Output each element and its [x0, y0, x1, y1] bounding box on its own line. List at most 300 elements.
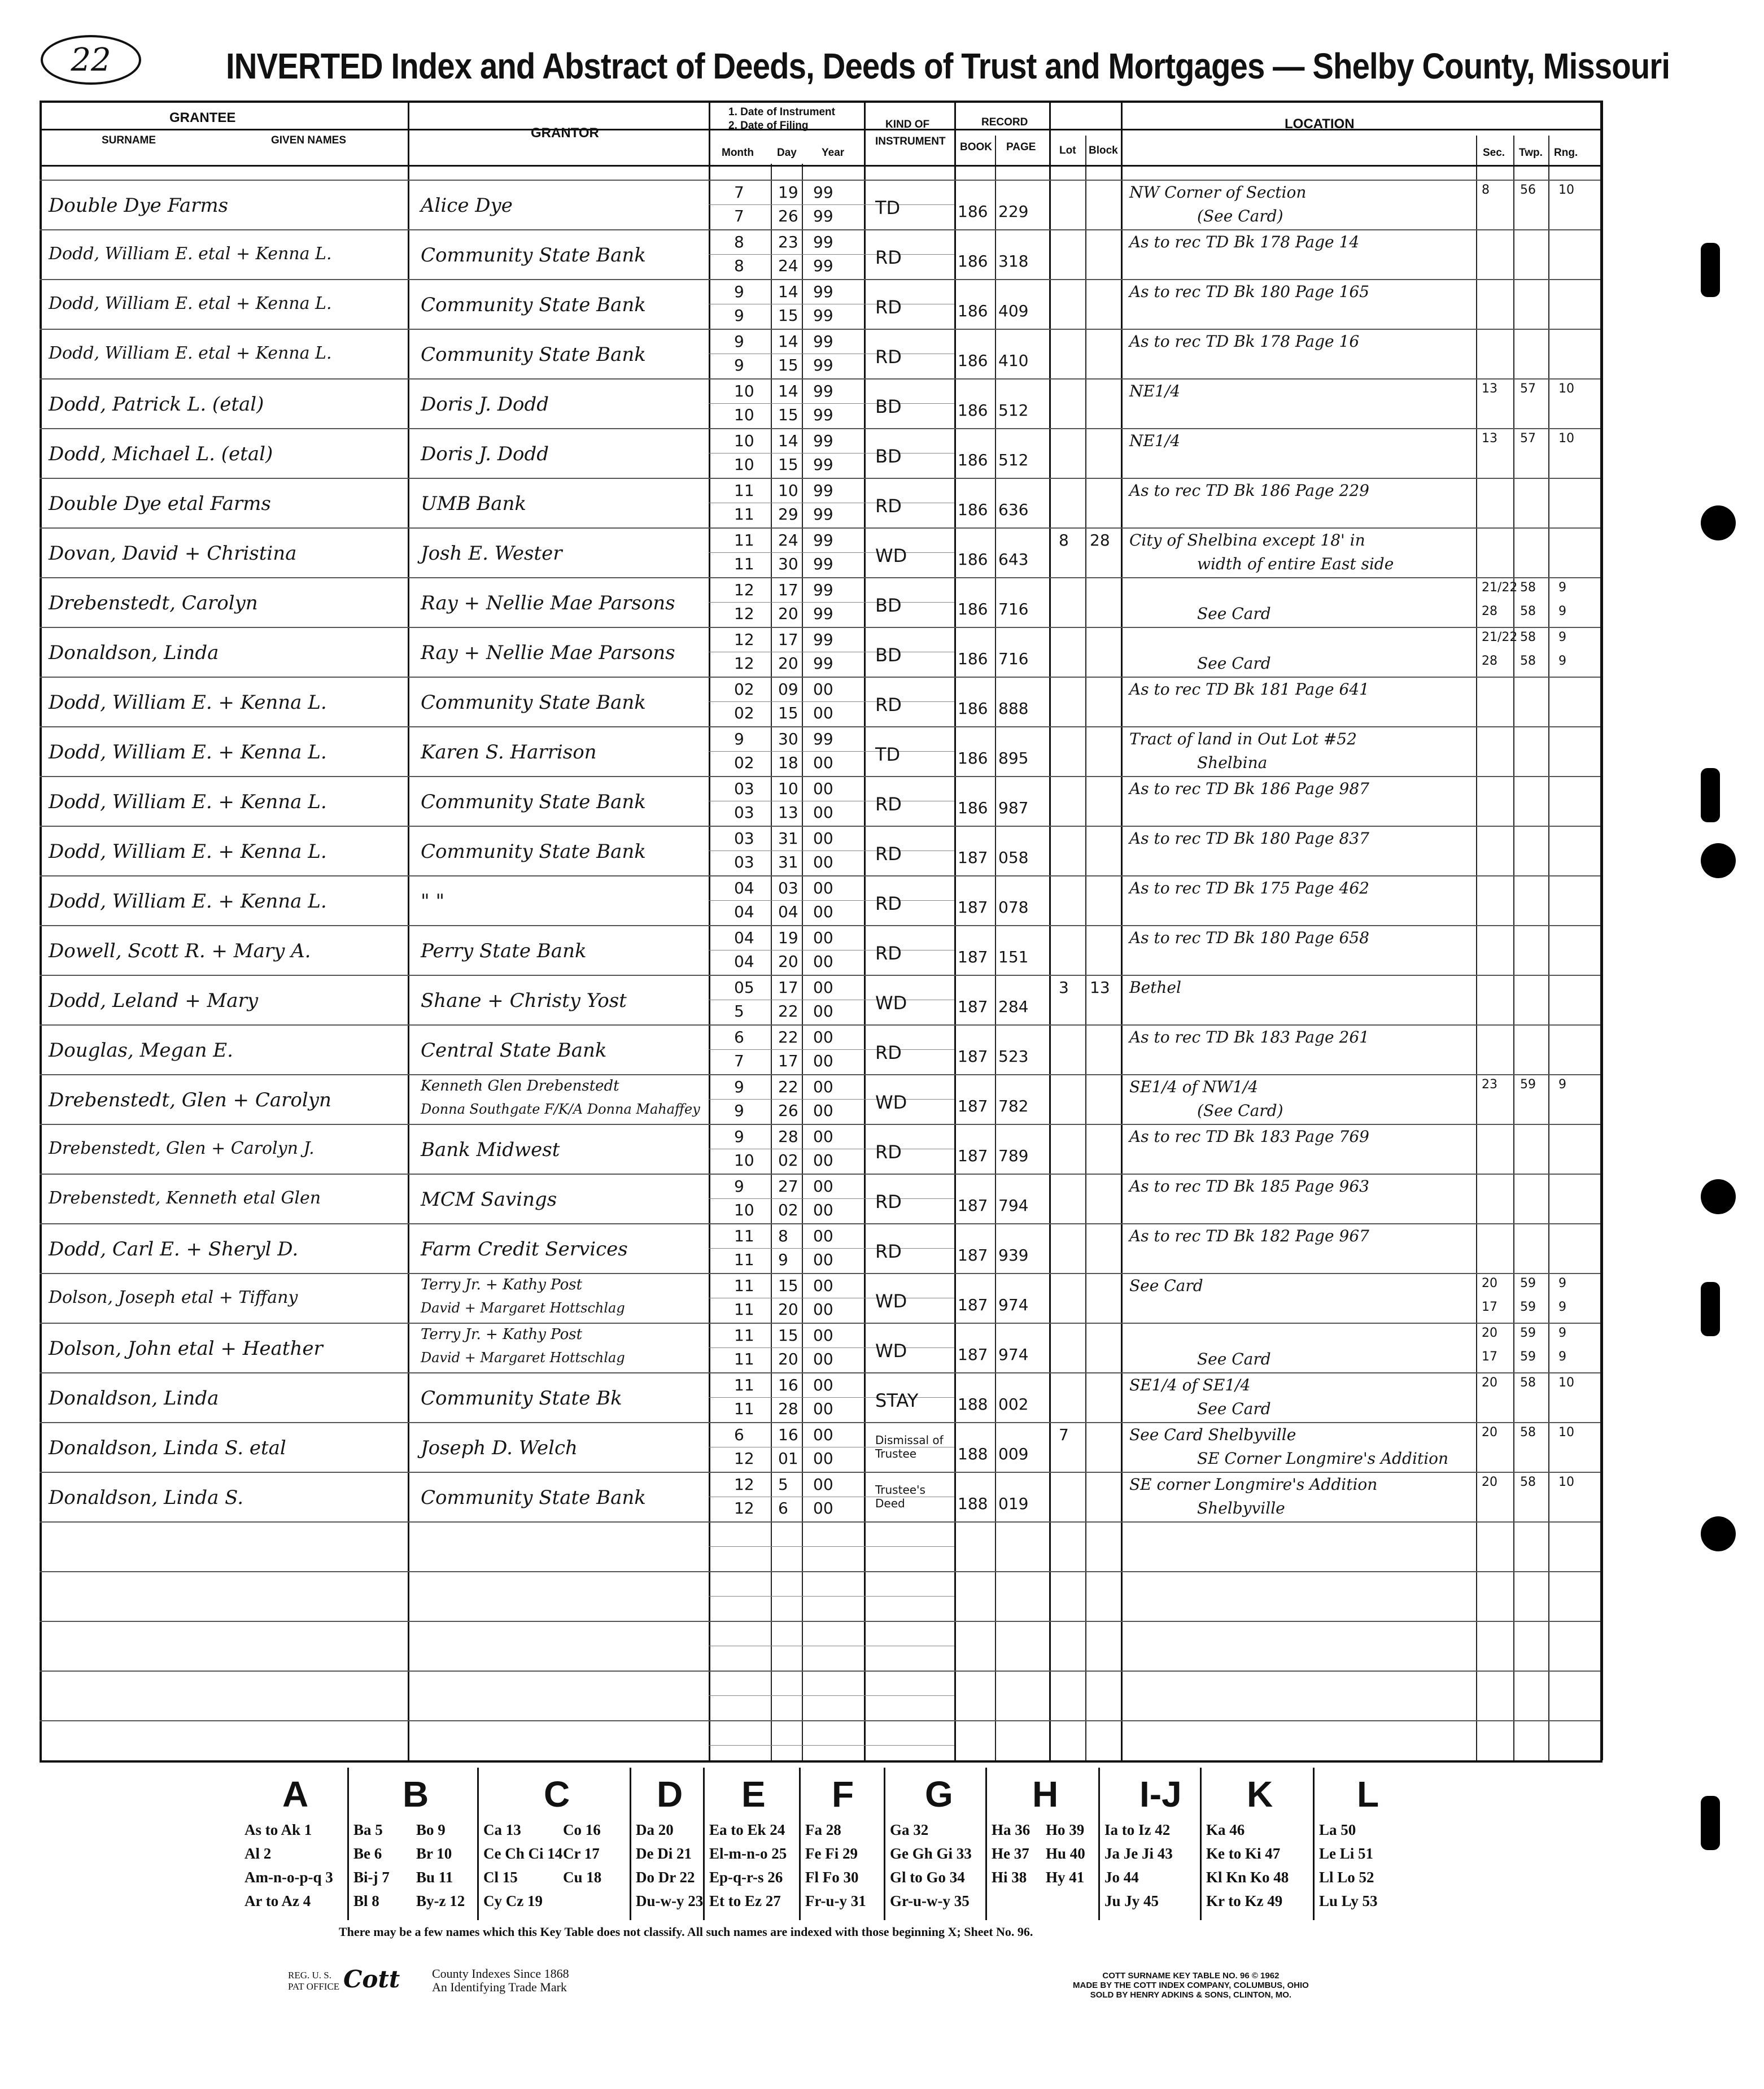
date-mid-rule	[709, 1596, 954, 1597]
punch-hole	[1701, 1516, 1736, 1551]
section: 21/22	[1482, 581, 1518, 595]
township: 58	[1520, 1425, 1536, 1440]
record-book: 187	[958, 997, 988, 1016]
grantor-name: Community State Bk	[421, 1387, 622, 1410]
grantor-name: Community State Bank	[421, 343, 646, 366]
filing-date-part: 99	[813, 455, 833, 474]
range: 9	[1558, 654, 1566, 668]
section: 13	[1482, 382, 1497, 396]
grantor-name-2: David + Margaret Hottschlag	[421, 1300, 625, 1316]
section: 17	[1482, 1300, 1497, 1314]
location-line-1: SE corner Longmire's Addition	[1129, 1475, 1378, 1494]
instrument-date-part: 10	[778, 779, 798, 798]
filing-date-part: 00	[813, 1399, 833, 1418]
filing-date-part: 5	[734, 1002, 744, 1020]
section: 28	[1482, 604, 1497, 618]
grantor-name: Perry State Bank	[421, 940, 587, 962]
filing-date-part: 00	[813, 1449, 833, 1468]
filing-date-part: 02	[778, 1201, 798, 1219]
key-entry: Bo 9	[416, 1821, 446, 1838]
filing-date-part: 04	[734, 952, 754, 971]
key-letter: G	[925, 1774, 953, 1815]
instrument-date-part: 99	[813, 382, 833, 400]
instrument-kind: BD	[875, 644, 902, 666]
filing-date-part: 11	[734, 505, 754, 524]
instrument-date-part: 00	[813, 1127, 833, 1146]
record-book: 187	[958, 1246, 988, 1264]
instrument-date-part: 11	[734, 1326, 754, 1345]
key-entry: Le Li 51	[1319, 1845, 1374, 1862]
instrument-date-part: 04	[734, 928, 754, 947]
location-line-2: See Card	[1197, 654, 1271, 673]
key-column	[703, 1768, 801, 1920]
header-record: RECORD	[981, 116, 1028, 128]
grantor-name: Terry Jr. + Kathy Post	[421, 1326, 583, 1343]
row-rule	[40, 1671, 1600, 1672]
location-line-1: See Card	[1129, 1276, 1203, 1295]
location-line-1: As to rec TD Bk 180 Page 658	[1129, 928, 1369, 947]
footer-since: County Indexes Since 1868	[432, 1966, 569, 1981]
page-title: INVERTED Index and Abstract of Deeds, Deeds of Trust and Mortgages — Shelby County, Missouri	[226, 46, 1670, 86]
filing-date-part: 00	[813, 1101, 833, 1120]
record-book: 187	[958, 898, 988, 917]
filing-date-part: 00	[813, 1250, 833, 1269]
record-book: 186	[958, 302, 988, 320]
location-line-1: As to rec TD Bk 186 Page 987	[1129, 779, 1369, 798]
filing-date-part: 15	[778, 356, 798, 374]
footer-right-line1: COTT SURNAME KEY TABLE NO. 96 © 1962	[1102, 1971, 1280, 1981]
instrument-kind: RD	[875, 1042, 902, 1063]
grantee-name: Drebenstedt, Carolyn	[49, 592, 258, 614]
key-letter: B	[403, 1774, 429, 1815]
row-rule	[40, 1024, 1600, 1026]
record-page: 229	[998, 202, 1029, 221]
filing-date-part: 17	[778, 1052, 798, 1070]
filing-date-part: 8	[734, 256, 744, 275]
filing-date-part: 9	[734, 1101, 744, 1120]
grantee-name: Dodd, Carl E. + Sheryl D.	[49, 1238, 299, 1261]
grantee-name: Dodd, William E. + Kenna L.	[49, 691, 327, 714]
instrument-kind: Trustee's Deed	[875, 1483, 925, 1510]
instrument-date-part: 27	[778, 1177, 798, 1196]
location-line-2: Shelbyville	[1197, 1499, 1285, 1517]
filing-date-part: 99	[813, 654, 833, 673]
record-page: 002	[998, 1395, 1029, 1414]
instrument-kind: BD	[875, 446, 902, 467]
instrument-date-part: 00	[813, 1376, 833, 1394]
grantee-name: Dodd, William E. etal + Kenna L.	[49, 244, 332, 264]
instrument-date-part: 00	[813, 928, 833, 947]
grantor-name: Josh E. Wester	[421, 542, 562, 565]
filing-date-part: 11	[734, 1300, 754, 1319]
grantor-name: " "	[421, 890, 445, 913]
filing-date-part: 24	[778, 256, 798, 275]
page-number: 22	[41, 35, 141, 85]
location-line-1: Tract of land in Out Lot #52	[1129, 730, 1357, 748]
township: 56	[1520, 183, 1536, 197]
grantee-name: Dodd, Leland + Mary	[49, 989, 259, 1012]
header-page: PAGE	[1006, 141, 1036, 153]
instrument-kind: Dismissal of Trustee	[875, 1433, 944, 1460]
location-line-1: As to rec TD Bk 186 Page 229	[1129, 481, 1369, 500]
key-letter: C	[544, 1774, 570, 1815]
instrument-date-part: 19	[778, 928, 798, 947]
key-column	[1200, 1768, 1315, 1920]
key-entry: Da 20	[636, 1821, 674, 1838]
range: 9	[1558, 1300, 1566, 1314]
instrument-date-part: 00	[813, 1028, 833, 1046]
key-column	[1098, 1768, 1202, 1920]
grantor-name: Ray + Nellie Mae Parsons	[421, 642, 675, 664]
instrument-date-part: 17	[778, 581, 798, 599]
instrument-kind: WD	[875, 545, 907, 566]
grantor-name: UMB Bank	[421, 492, 527, 515]
key-letter: A	[282, 1774, 309, 1815]
record-page: 636	[998, 500, 1029, 519]
instrument-date-part: 9	[734, 1177, 744, 1196]
record-page: 643	[998, 550, 1029, 569]
col-divider-grantor	[709, 101, 710, 1760]
location-line-2: See Card	[1197, 1350, 1271, 1368]
key-entry: He 37	[992, 1845, 1029, 1862]
location-line-1: NE1/4	[1129, 382, 1181, 400]
header-sec: Sec.	[1483, 147, 1505, 159]
filing-date-part: 10	[734, 1151, 754, 1170]
row-rule	[40, 776, 1600, 777]
location-line-2: See Card	[1197, 604, 1271, 623]
key-letter: D	[657, 1774, 683, 1815]
key-entry: Bl 8	[353, 1892, 379, 1909]
section: 21/22	[1482, 630, 1518, 644]
lot-number: 7	[1059, 1425, 1069, 1444]
grantee-name: Dowell, Scott R. + Mary A.	[49, 940, 311, 962]
footer-pat: PAT OFFICE	[288, 1981, 340, 1992]
township: 58	[1520, 604, 1536, 618]
key-entry: Ho 39	[1046, 1821, 1085, 1838]
instrument-date-part: 09	[778, 680, 798, 699]
record-page: 974	[998, 1345, 1029, 1364]
filing-date-part: 12	[734, 1499, 754, 1517]
record-book: 187	[958, 948, 988, 966]
instrument-date-part: 17	[778, 978, 798, 997]
key-entry: Ju Jy 45	[1104, 1892, 1159, 1909]
instrument-kind: RD	[875, 943, 902, 964]
range: 10	[1558, 1475, 1574, 1489]
filing-date-part: 29	[778, 505, 798, 524]
record-page: 939	[998, 1246, 1029, 1264]
filing-date-part: 00	[813, 1052, 833, 1070]
instrument-kind: WD	[875, 1290, 907, 1312]
filing-date-part: 00	[813, 1300, 833, 1319]
grantee-name: Dolson, Joseph etal + Tiffany	[49, 1288, 298, 1307]
header-lot: Lot	[1059, 145, 1076, 156]
filing-date-part: 15	[778, 306, 798, 325]
filing-date-part: 04	[778, 902, 798, 921]
key-entry: As to Ak 1	[244, 1821, 312, 1838]
location-line-1: As to rec TD Bk 181 Page 641	[1129, 680, 1369, 699]
filing-date-part: 7	[734, 1052, 744, 1070]
row-rule	[40, 1223, 1600, 1224]
key-entry: Gl to Go 34	[890, 1869, 965, 1886]
record-page: 318	[998, 252, 1029, 271]
filing-date-part: 11	[734, 1350, 754, 1368]
grantor-name: MCM Savings	[421, 1188, 557, 1211]
date-mid-rule	[709, 1695, 954, 1696]
filing-date-part: 99	[813, 356, 833, 374]
filing-date-part: 30	[778, 555, 798, 573]
filing-date-part: 00	[813, 1002, 833, 1020]
row-rule	[40, 627, 1600, 628]
instrument-date-part: 00	[813, 1227, 833, 1245]
location-line-1: As to rec TD Bk 178 Page 14	[1129, 233, 1360, 251]
grantor-name-2: David + Margaret Hottschlag	[421, 1350, 625, 1366]
key-entry: Bu 11	[416, 1869, 453, 1886]
record-page: 716	[998, 600, 1029, 618]
location-line-1: NW Corner of Section	[1129, 183, 1307, 202]
record-page: 151	[998, 948, 1029, 966]
key-entry: Ha 36	[992, 1821, 1031, 1838]
record-book: 186	[958, 401, 988, 420]
instrument-date-part: 9	[734, 282, 744, 301]
key-entry: Ce Ch Ci 14	[483, 1845, 563, 1862]
key-letter: K	[1247, 1774, 1273, 1815]
instrument-kind: RD	[875, 893, 902, 914]
footer-right-line3: SOLD BY HENRY ADKINS & SONS, CLINTON, MO.	[1090, 1990, 1292, 2000]
location-line-1: Bethel	[1129, 978, 1181, 997]
record-book: 186	[958, 351, 988, 370]
row-rule	[40, 329, 1600, 330]
instrument-date-part: 14	[778, 382, 798, 400]
key-column	[477, 1768, 631, 1920]
section: 20	[1482, 1276, 1497, 1290]
location-line-1: SE1/4 of SE1/4	[1129, 1376, 1251, 1394]
instrument-date-part: 8	[778, 1227, 788, 1245]
range: 10	[1558, 1425, 1574, 1440]
instrument-date-part: 03	[734, 779, 754, 798]
col-divider-dates	[864, 101, 866, 1760]
filing-date-part: 00	[813, 753, 833, 772]
key-entry: Hi 38	[992, 1869, 1027, 1886]
filing-date-part: 20	[778, 604, 798, 623]
row-rule	[40, 229, 1600, 230]
grantee-name: Dolson, John etal + Heather	[49, 1337, 323, 1360]
township: 58	[1520, 1376, 1536, 1390]
record-book: 187	[958, 1196, 988, 1215]
instrument-date-part: 15	[778, 1326, 798, 1345]
row-rule	[40, 478, 1600, 479]
section: 20	[1482, 1326, 1497, 1340]
instrument-date-part: 23	[778, 233, 798, 251]
filing-date-part: 11	[734, 555, 754, 573]
instrument-date-part: 00	[813, 1078, 833, 1096]
col-divider-record	[1049, 101, 1051, 1760]
row-rule	[40, 1273, 1600, 1274]
location-line-1: As to rec TD Bk 183 Page 769	[1129, 1127, 1369, 1146]
instrument-date-part: 02	[734, 680, 754, 699]
row-rule	[40, 875, 1600, 876]
key-entry: Cu 18	[563, 1869, 602, 1886]
key-letter: F	[832, 1774, 854, 1815]
grantee-name: Donaldson, Linda	[49, 1387, 219, 1410]
key-entry: Kr to Kz 49	[1206, 1892, 1283, 1909]
instrument-date-part: 24	[778, 531, 798, 549]
row-rule	[40, 378, 1600, 380]
instrument-date-part: 99	[813, 233, 833, 251]
row-rule	[40, 1124, 1600, 1125]
instrument-kind: RD	[875, 1241, 902, 1262]
location-line-1: City of Shelbina except 18' in	[1129, 531, 1365, 549]
instrument-kind: WD	[875, 1092, 907, 1113]
instrument-date-part: 99	[813, 282, 833, 301]
instrument-kind: RD	[875, 495, 902, 517]
range: 9	[1558, 581, 1566, 595]
township: 58	[1520, 654, 1536, 668]
filing-date-part: 31	[778, 853, 798, 871]
instrument-kind: WD	[875, 1340, 907, 1362]
instrument-date-part: 12	[734, 581, 754, 599]
record-book: 188	[958, 1494, 988, 1513]
instrument-date-part: 00	[813, 1177, 833, 1196]
key-letter: I-J	[1139, 1774, 1182, 1815]
key-entry: Lu Ly 53	[1319, 1892, 1378, 1909]
row-rule	[40, 527, 1600, 529]
key-entry: Be 6	[353, 1845, 382, 1862]
header-kind-of: KIND OF	[885, 119, 930, 130]
record-book: 187	[958, 1345, 988, 1364]
instrument-date-part: 00	[813, 1326, 833, 1345]
range: 9	[1558, 604, 1566, 618]
record-page: 782	[998, 1097, 1029, 1115]
grantor-name: Community State Bank	[421, 294, 646, 316]
col-divider-kind	[954, 101, 956, 1760]
key-entry: Fa 28	[805, 1821, 841, 1838]
grantee-name: Dodd, William E. + Kenna L.	[49, 890, 327, 913]
filing-date-part: 00	[813, 1201, 833, 1219]
instrument-date-part: 9	[734, 332, 744, 351]
key-entry: Et to Ez 27	[709, 1892, 781, 1909]
header-grantee: GRANTEE	[169, 110, 236, 125]
instrument-date-part: 03	[778, 879, 798, 897]
record-page: 410	[998, 351, 1029, 370]
row-rule	[40, 1521, 1600, 1523]
key-column	[630, 1768, 705, 1920]
key-table-note: There may be a few names which this Key Table does not classify. All such names are indexed with those beginning X; Sheet No. 96.	[339, 1925, 1033, 1939]
section: 28	[1482, 654, 1497, 668]
filing-date-part: 9	[734, 306, 744, 325]
key-entry: Ka 46	[1206, 1821, 1245, 1838]
filing-date-part: 9	[778, 1250, 788, 1269]
filing-date-part: 02	[734, 704, 754, 722]
section: 13	[1482, 431, 1497, 446]
row-rule	[40, 826, 1600, 827]
instrument-date-part: 16	[778, 1376, 798, 1394]
filing-date-part: 04	[734, 902, 754, 921]
record-book: 187	[958, 1146, 988, 1165]
grantor-name: Community State Bank	[421, 791, 646, 813]
filing-date-part: 26	[778, 207, 798, 225]
filing-date-part: 00	[813, 853, 833, 871]
instrument-date-part: 11	[734, 481, 754, 500]
instrument-date-part: 99	[813, 581, 833, 599]
range: 9	[1558, 630, 1566, 644]
header-twp: Twp.	[1519, 147, 1543, 159]
footer-right	[1073, 1971, 1309, 2000]
instrument-date-part: 99	[813, 630, 833, 649]
footer-trade: An Identifying Trade Mark	[432, 1980, 567, 1994]
key-entry: Bi-j 7	[353, 1869, 390, 1886]
grantor-name: Terry Jr. + Kathy Post	[421, 1276, 583, 1293]
instrument-date-part: 22	[778, 1028, 798, 1046]
location-line-1: As to rec TD Bk 185 Page 963	[1129, 1177, 1369, 1196]
block-number: 28	[1090, 531, 1110, 549]
row-rule	[40, 1571, 1600, 1572]
filing-date-part: 15	[778, 704, 798, 722]
grantor-name: Doris J. Dodd	[421, 393, 549, 416]
filing-date-part: 99	[813, 505, 833, 524]
filing-date-part: 20	[778, 654, 798, 673]
instrument-date-part: 6	[734, 1425, 744, 1444]
section: 20	[1482, 1425, 1497, 1440]
instrument-date-part: 15	[778, 1276, 798, 1295]
record-page: 888	[998, 699, 1029, 718]
filing-date-part: 15	[778, 455, 798, 474]
filing-date-part: 12	[734, 654, 754, 673]
key-entry: Ea to Ek 24	[709, 1821, 785, 1838]
row-rule	[40, 279, 1600, 280]
filing-date-part: 28	[778, 1399, 798, 1418]
grantor-name: Joseph D. Welch	[421, 1437, 578, 1459]
grantee-name: Dodd, William E. etal + Kenna L.	[49, 294, 332, 313]
record-book: 186	[958, 600, 988, 618]
grantee-name: Donaldson, Linda	[49, 642, 219, 664]
location-line-2: (See Card)	[1197, 1101, 1283, 1120]
record-page: 523	[998, 1047, 1029, 1066]
instrument-kind: RD	[875, 1141, 902, 1163]
record-page: 794	[998, 1196, 1029, 1215]
instrument-date-part: 00	[813, 879, 833, 897]
header-instrument: INSTRUMENT	[875, 136, 946, 147]
filing-date-part: 10	[734, 455, 754, 474]
instrument-date-part: 04	[734, 879, 754, 897]
row-rule	[40, 1372, 1600, 1373]
filing-date-part: 12	[734, 604, 754, 623]
record-book: 186	[958, 451, 988, 469]
punch-hole	[1701, 843, 1736, 878]
filing-date-part: 00	[813, 902, 833, 921]
key-entry: Cr 17	[563, 1845, 600, 1862]
location-line-1: SE1/4 of NW1/4	[1129, 1078, 1259, 1096]
grantor-name: Community State Bank	[421, 1486, 646, 1509]
location-line-2: width of entire East side	[1197, 555, 1394, 573]
key-entry: Am-n-o-p-q 3	[244, 1869, 333, 1886]
instrument-kind: TD	[875, 197, 901, 219]
instrument-date-part: 16	[778, 1425, 798, 1444]
grantee-name: Donaldson, Linda S.	[49, 1486, 244, 1509]
key-entry: By-z 12	[416, 1892, 465, 1909]
filing-date-part: 00	[813, 1350, 833, 1368]
grantee-name: Double Dye etal Farms	[49, 492, 271, 515]
row-rule	[40, 428, 1600, 429]
key-entry: Ca 13	[483, 1821, 521, 1838]
key-entry: Ll Lo 52	[1319, 1869, 1374, 1886]
location-line-1: As to rec TD Bk 180 Page 837	[1129, 829, 1369, 848]
instrument-kind: RD	[875, 694, 902, 716]
record-book: 186	[958, 550, 988, 569]
grantor-name: Community State Bank	[421, 840, 646, 863]
instrument-date-part: 03	[734, 829, 754, 848]
filing-date-part: 26	[778, 1101, 798, 1120]
record-book: 186	[958, 252, 988, 271]
